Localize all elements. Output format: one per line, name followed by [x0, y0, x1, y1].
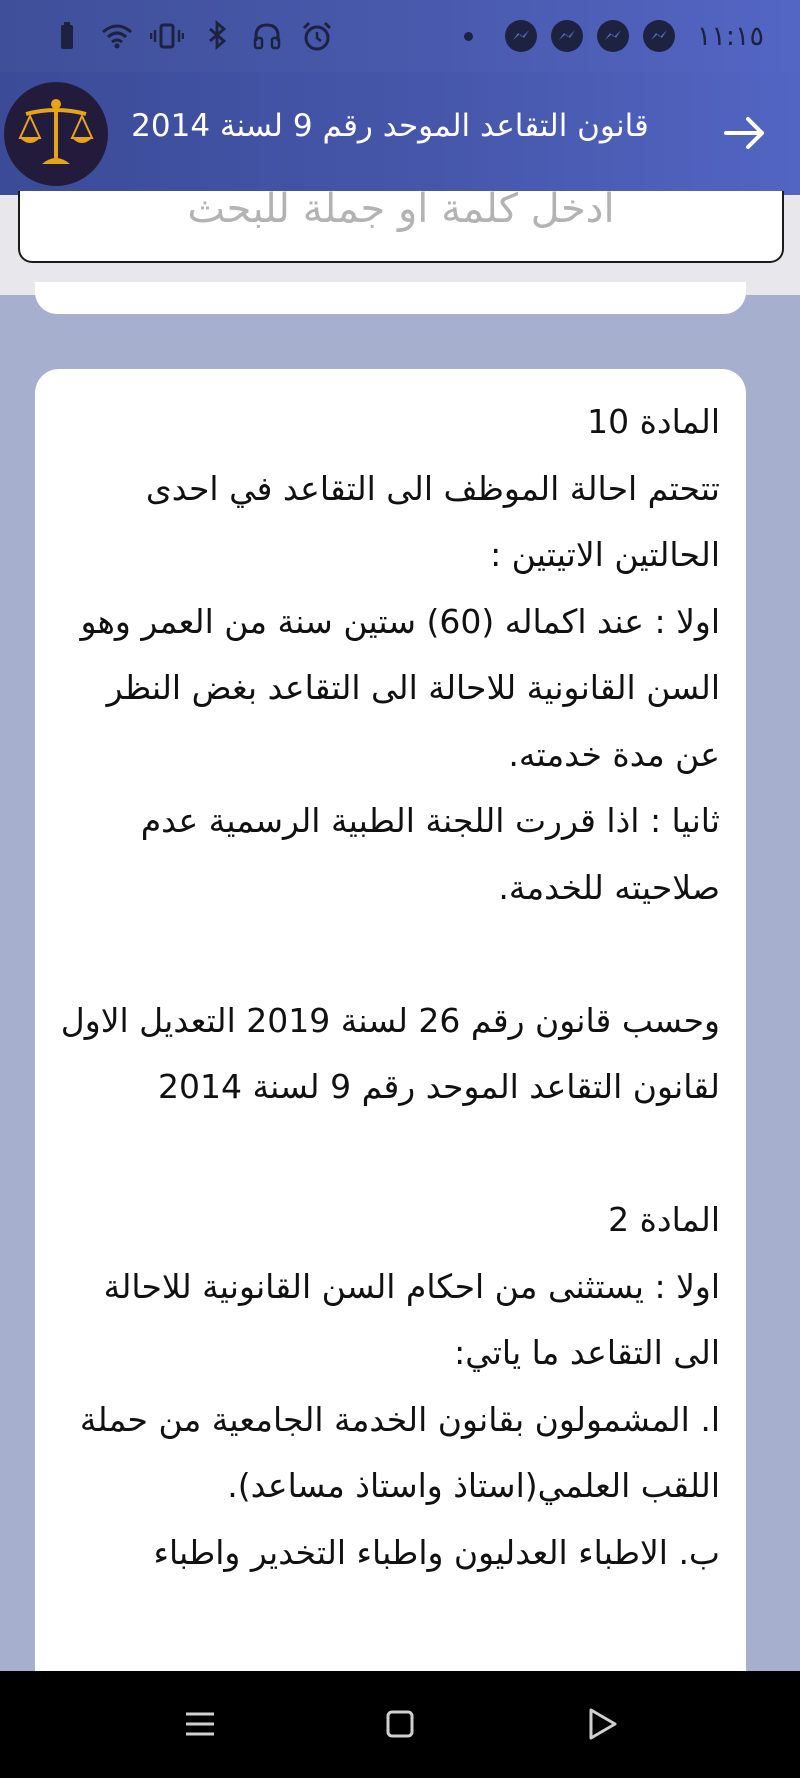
back-triangle-icon[interactable]: [577, 1699, 627, 1749]
article-paragraph: وحسب قانون رقم 26 لسنة 2019 التعديل الاول لقانون التقاعد الموحد رقم 9 لسنة 2014: [60, 1000, 720, 1106]
app-bar: [0, 72, 800, 195]
article-card: [35, 369, 746, 1689]
scales-of-justice-icon: [4, 82, 108, 186]
status-right-icons: [464, 18, 764, 54]
alarm-icon: [300, 19, 334, 53]
article-paragraph: ثانيا : اذا قررت اللجنة الطبية الرسمية عدم صلاحيته للخدمة.: [140, 801, 720, 907]
page-title: قانون التقاعد الموحد رقم 9 لسنة 2014: [131, 108, 649, 144]
status-bar: [0, 0, 800, 72]
search-box[interactable]: [18, 191, 784, 263]
notification-dot: [464, 32, 473, 41]
headphones-icon: [250, 19, 284, 53]
article-paragraph: ب. الاطباء العدليون واطباء التخدير واطباء: [153, 1532, 720, 1572]
article-heading: المادة 2: [608, 1200, 720, 1239]
article-paragraph: اولا : يستثنى من احكام السن القانونية للاحالة الى التقاعد ما ياتي:: [103, 1266, 720, 1372]
search-area: [0, 191, 800, 295]
menu-icon[interactable]: [175, 1699, 225, 1749]
bluetooth-icon: [200, 19, 234, 53]
messenger-icon: [505, 20, 537, 52]
arrow-right-icon[interactable]: [720, 108, 770, 158]
status-left-icons: [50, 18, 334, 54]
wifi-icon: [100, 19, 134, 53]
article-text: [55, 389, 720, 1586]
status-time: ١١:١٥: [696, 20, 764, 52]
navigation-bar: [0, 1671, 800, 1778]
article-paragraph: اولا : عند اكماله (60) ستين سنة من العمر وهو السن القانونية للاحالة الى التقاعد بغض النظر عن مدة خدمته.: [80, 601, 720, 774]
messenger-icon: [597, 20, 629, 52]
article-heading: المادة 10: [587, 402, 720, 441]
messenger-icon: [551, 20, 583, 52]
article-blank-line: [55, 921, 720, 988]
article-paragraph: ا. المشمولون بقانون الخدمة الجامعية من حملة اللقب العلمي(استاذ واستاذ مساعد).: [79, 1399, 720, 1505]
search-placeholder: ادخل كلمة او جملة للبحث: [187, 191, 615, 232]
previous-article-card: [35, 282, 746, 314]
home-square-icon[interactable]: [375, 1699, 425, 1749]
battery-icon: [50, 19, 84, 53]
search-input[interactable]: [20, 191, 784, 255]
article-paragraph: تتحتم احالة الموظف الى التقاعد في احدى الحالتين الاتيتين :: [145, 468, 720, 574]
article-blank-line: [55, 1121, 720, 1188]
messenger-icon: [643, 20, 675, 52]
vibrate-icon: [150, 19, 184, 53]
